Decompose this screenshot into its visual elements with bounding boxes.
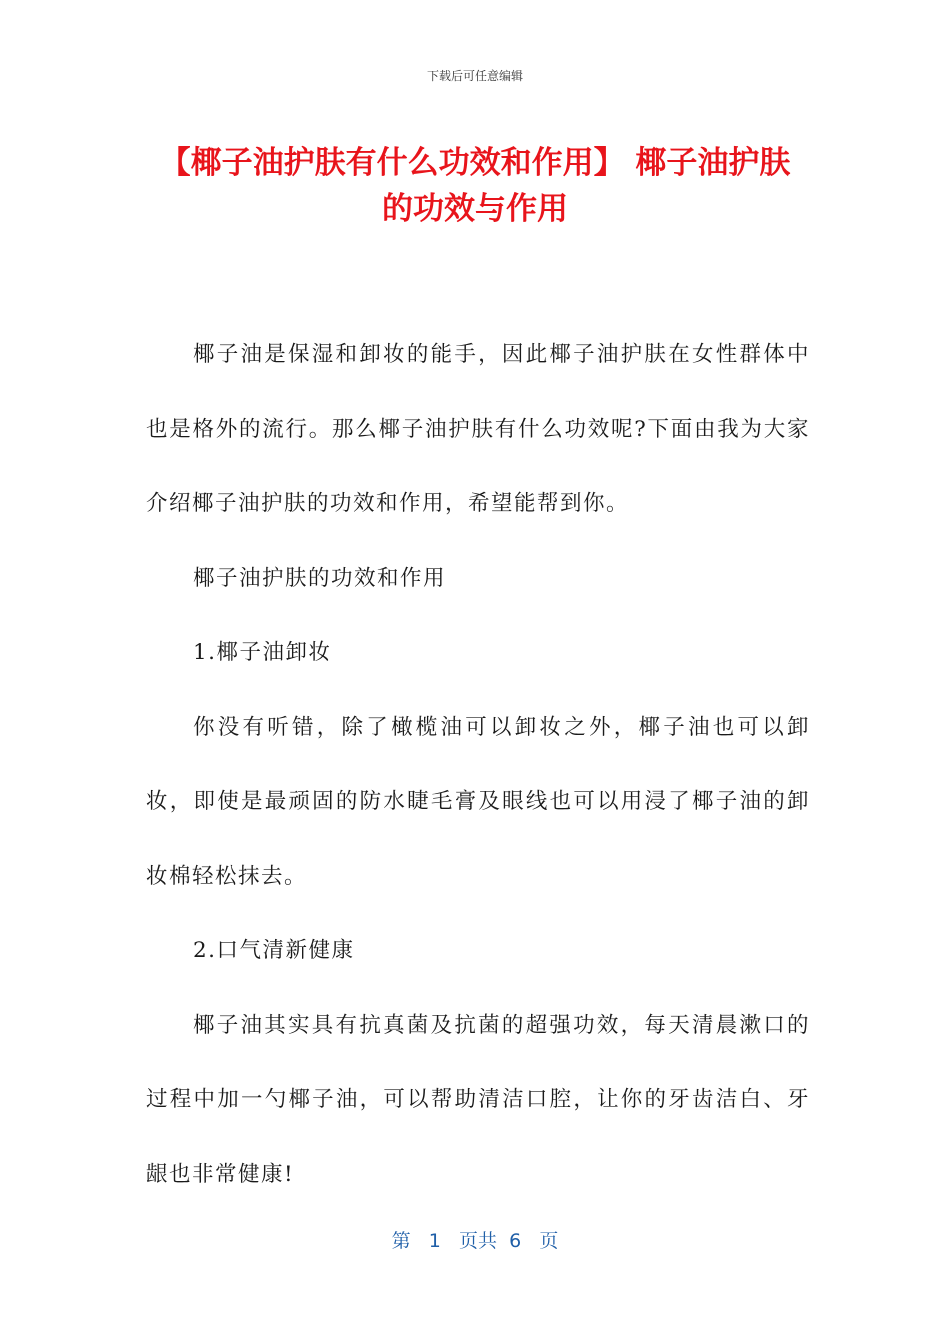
document-body (146, 318, 810, 1212)
footer-current-page: 1 (428, 1230, 441, 1252)
footer-label-of: 页共 (459, 1230, 498, 1252)
footer-total-pages: 6 (509, 1230, 522, 1252)
intro-paragraph: 椰子油是保湿和卸妆的能手，因此椰子油护肤在女性群体中也是格外的流行。那么椰子油护肤有什么功效呢?下面由我为大家介绍椰子油护肤的功效和作用，希望能帮到你。 (146, 342, 810, 516)
page-footer (0, 1226, 950, 1253)
document-title: 【椰子油护肤有什么功效和作用】 椰子油护肤的功效与作用 (159, 145, 791, 227)
footer-label-end: 页 (539, 1230, 559, 1252)
footer-label-page: 第 (391, 1230, 411, 1252)
fresh-breath-paragraph: 椰子油其实具有抗真菌及抗菌的超强功效，每天清晨漱口的过程中加一勺椰子油，可以帮助清洁口腔，让你的牙齿洁白、牙龈也非常健康! (146, 1012, 810, 1187)
subheading-makeup-removal: 1.椰子油卸妆 (193, 640, 332, 665)
section-heading: 椰子油护肤的功效和作用 (193, 565, 447, 591)
header-note: 下载后可任意编辑 (426, 69, 523, 83)
makeup-removal-paragraph: 你没有听错，除了橄榄油可以卸妆之外，椰子油也可以卸妆，即使是最顽固的防水睫毛膏及眼线也可以用浸了椰子油的卸妆棉轻松抹去。 (146, 714, 810, 889)
subheading-fresh-breath: 2.口气清新健康 (193, 938, 355, 963)
